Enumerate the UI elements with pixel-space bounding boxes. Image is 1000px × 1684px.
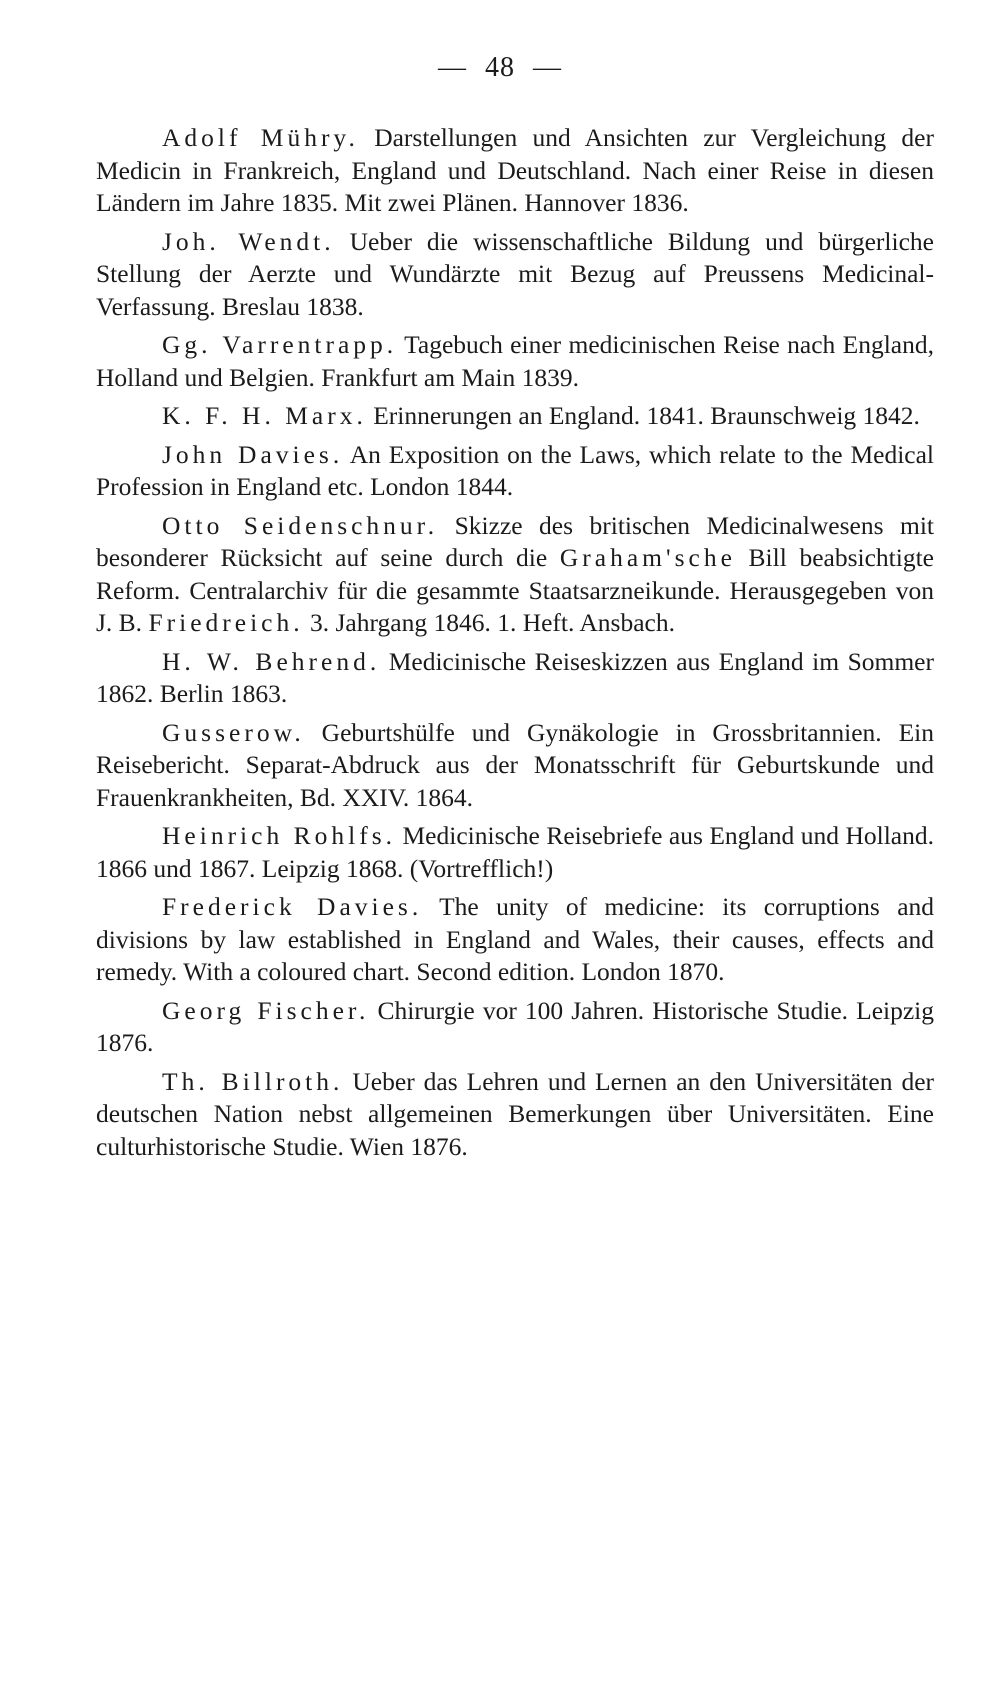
bibliography-entry — [96, 226, 934, 324]
entry-author: H. W. Behrend. — [162, 646, 381, 676]
entry-author: Georg Fischer. — [162, 995, 370, 1025]
bibliography-list — [96, 122, 934, 1169]
bibliography-entry — [96, 891, 934, 989]
entry-text: Skizze des britischen Medicinalwesens mit besonderer Rücksicht auf seine durch die — [96, 510, 935, 572]
entry-author: Adolf Mühry. — [162, 123, 359, 152]
entry-author: Gusserow. — [162, 717, 305, 747]
page-number-value: 48 — [485, 52, 515, 83]
page-number-dash-right: — — [533, 52, 562, 83]
entry-text: Erinnerungen an England. 1841. Braunschweig 1842. — [373, 401, 920, 430]
bibliography-entry — [96, 122, 934, 220]
entry-text: Bill beabsichtigte Reform. Centralarchiv für die gesammte Staatsarzneikunde. Herausgegeben von J. B. — [96, 543, 934, 637]
entry-text: Ueber die wissenschaftliche Bildung und bürgerliche Stellung der Aerzte und Wundärzte mit Bezug auf Preussens Medicinal-Verfassung. Breslau 1838. — [96, 226, 934, 321]
entry-text: Chirurgie vor 100 Jahren. Historische Studie. Leipzig 1876. — [96, 995, 934, 1057]
bibliography-entry — [96, 400, 934, 433]
page-number — [0, 52, 1000, 84]
entry-text: Medicinische Reisebriefe aus England und Holland. 1866 und 1867. Leipzig 1868. (Vortrefflich!) — [96, 821, 934, 883]
entry-author: Th. Billroth. — [162, 1066, 344, 1096]
page-number-dash-left: — — [438, 52, 467, 83]
bibliography-entry — [96, 820, 934, 885]
entry-text: Medicinische Reiseskizzen aus England im Sommer 1862. Berlin 1863. — [96, 646, 934, 708]
bibliography-entry — [96, 510, 934, 640]
entry-text: 3. Jahrgang 1846. 1. Heft. Ansbach. — [309, 608, 675, 637]
entry-spaced-name: Graham'sche — [559, 543, 736, 572]
bibliography-entry — [96, 717, 934, 815]
entry-text: An Exposition on the Laws, which relate to the Medical Profession in England etc. London 1844. — [96, 439, 935, 501]
entry-author: Heinrich Rohlfs. — [162, 821, 397, 850]
entry-text: The unity of medicine: its corruptions and divisions by law established in England and Wales, their causes, effects and remedy. With a coloured chart. Second edition. London 1870. — [96, 892, 935, 986]
bibliography-entry — [96, 439, 934, 504]
entry-author: John Davies. — [162, 439, 344, 469]
bibliography-entry — [96, 646, 934, 711]
entry-text: Geburtshülfe und Gynäkologie in Grossbritannien. Ein Reisebericht. Separat-Abdruck aus der Monatsschrift für Geburtskunde und Frauenkrankheiten, Bd. XXIV. 1864. — [96, 717, 935, 812]
entry-author: Otto Seidenschnur. — [162, 510, 439, 540]
entry-text: Tagebuch einer medicinischen Reise nach England, Holland und Belgien. Frankfurt am Main 1839. — [96, 330, 934, 392]
entry-text: Ueber das Lehren und Lernen an den Universitäten der deutschen Nation nebst allgemeinen Bemerkungen über Universitäten. Eine culturhistorische Studie. Wien 1876. — [96, 1066, 935, 1161]
entry-text: Darstellungen und Ansichten zur Vergleichung der Medicin in Frankreich, England und Deutschland. Nach einer Reise in diesen Ländern im Jahre 1835. Mit zwei Plänen. Hannover 1836. — [96, 123, 934, 217]
entry-spaced-name: Friedreich. — [148, 608, 304, 637]
bibliography-entry — [96, 995, 934, 1060]
bibliography-entry — [96, 1066, 934, 1164]
entry-author: Gg. Varrentrapp. — [162, 330, 398, 359]
bibliography-entry — [96, 329, 934, 394]
entry-author: K. F. H. Marx. — [162, 401, 367, 430]
entry-author: Frederick Davies. — [162, 892, 423, 921]
entry-author: Joh. Wendt. — [162, 226, 335, 256]
